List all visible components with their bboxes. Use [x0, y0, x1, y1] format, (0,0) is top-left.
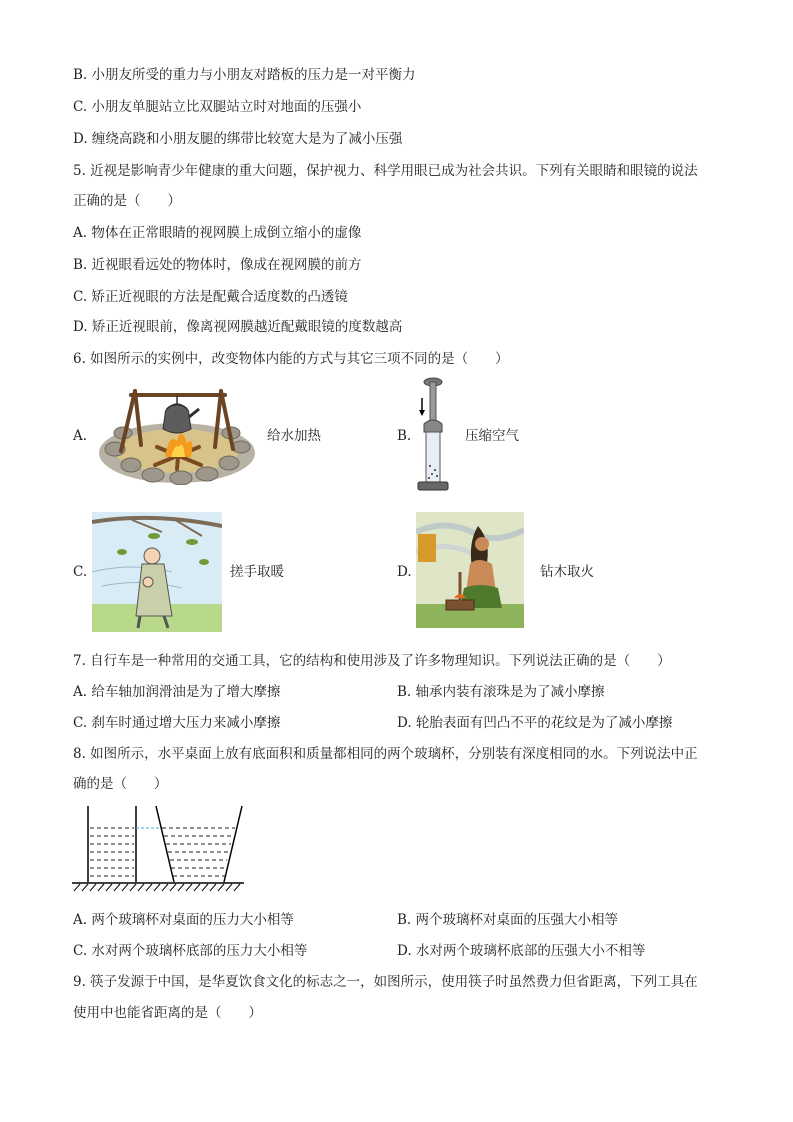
q7-option-a: A. 给车轴加润滑油是为了增大摩擦: [73, 684, 281, 700]
q8-option-c: C. 水对两个玻璃杯底部的压力大小相等: [73, 943, 308, 959]
q5-option-c: C. 矫正近视眼的方法是配戴合适度数的凸透镜: [73, 289, 348, 305]
air-compression-cylinder-figure: [410, 376, 460, 496]
q6-option-a-letter: A.: [73, 428, 88, 444]
q6-option-d-letter: D.: [397, 564, 412, 580]
drilling-wood-fire-figure: [416, 512, 524, 628]
q5-option-a: A. 物体在正常眼睛的视网膜上成倒立缩小的虚像: [73, 225, 362, 241]
q6-option-c-caption: 搓手取暖: [230, 564, 284, 580]
q8-stem-line1: 8. 如图所示，水平桌面上放有底面积和质量都相同的两个玻璃杯，分别装有深度相同的水。下列说法中正: [73, 746, 698, 762]
q9-stem-line1: 9. 筷子发源于中国，是华夏饮食文化的标志之一，如图所示，使用筷子时虽然费力但省距离，下列工具在: [73, 974, 698, 990]
rubbing-hands-figure: [92, 512, 222, 632]
q4-option-c: C. 小朋友单腿站立比双腿站立时对地面的压强小: [73, 99, 362, 115]
q6-option-d-caption: 钻木取火: [540, 564, 594, 580]
q7-option-b: B. 轴承内装有滚珠是为了减小摩擦: [397, 684, 605, 700]
q4-option-d: D. 缠绕高跷和小朋友腿的绑带比较宽大是为了减小压强: [73, 131, 403, 147]
q6-option-c-letter: C.: [73, 564, 88, 580]
q8-option-b: B. 两个玻璃杯对桌面的压强大小相等: [397, 912, 619, 928]
q5-stem-line2: 正确的是（ ）: [73, 193, 181, 209]
q9-stem-line2: 使用中也能省距离的是（ ）: [73, 1005, 262, 1021]
q8-stem-line2: 确的是（ ）: [73, 776, 168, 792]
q8-option-d: D. 水对两个玻璃杯底部的压强大小不相等: [397, 943, 646, 959]
q7-option-c: C. 刹车时通过增大压力来减小摩擦: [73, 715, 281, 731]
q6-option-a-caption: 给水加热: [267, 428, 321, 444]
q6-stem: 6. 如图所示的实例中，改变物体内能的方式与其它三项不同的是（ ）: [73, 351, 509, 367]
campfire-kettle-figure: [95, 385, 255, 485]
q7-stem: 7. 自行车是一种常用的交通工具，它的结构和使用涉及了许多物理知识。下列说法正确的是（ ）: [73, 653, 671, 669]
q6-option-b-letter: B.: [397, 428, 412, 444]
two-glass-cups-figure: [70, 804, 260, 894]
q6-option-b-caption: 压缩空气: [465, 428, 519, 444]
q5-option-d: D. 矫正近视眼前，像离视网膜越近配戴眼镜的度数越高: [73, 319, 403, 335]
q8-option-a: A. 两个玻璃杯对桌面的压力大小相等: [73, 912, 294, 928]
q7-option-d: D. 轮胎表面有凹凸不平的花纹是为了减小摩擦: [397, 715, 673, 731]
q5-stem-line1: 5. 近视是影响青少年健康的重大问题，保护视力、科学用眼已成为社会共识。下列有关眼睛和眼镜的说法: [73, 163, 698, 179]
q4-option-b: B. 小朋友所受的重力与小朋友对踏板的压力是一对平衡力: [73, 67, 416, 83]
q5-option-b: B. 近视眼看远处的物体时，像成在视网膜的前方: [73, 257, 362, 273]
